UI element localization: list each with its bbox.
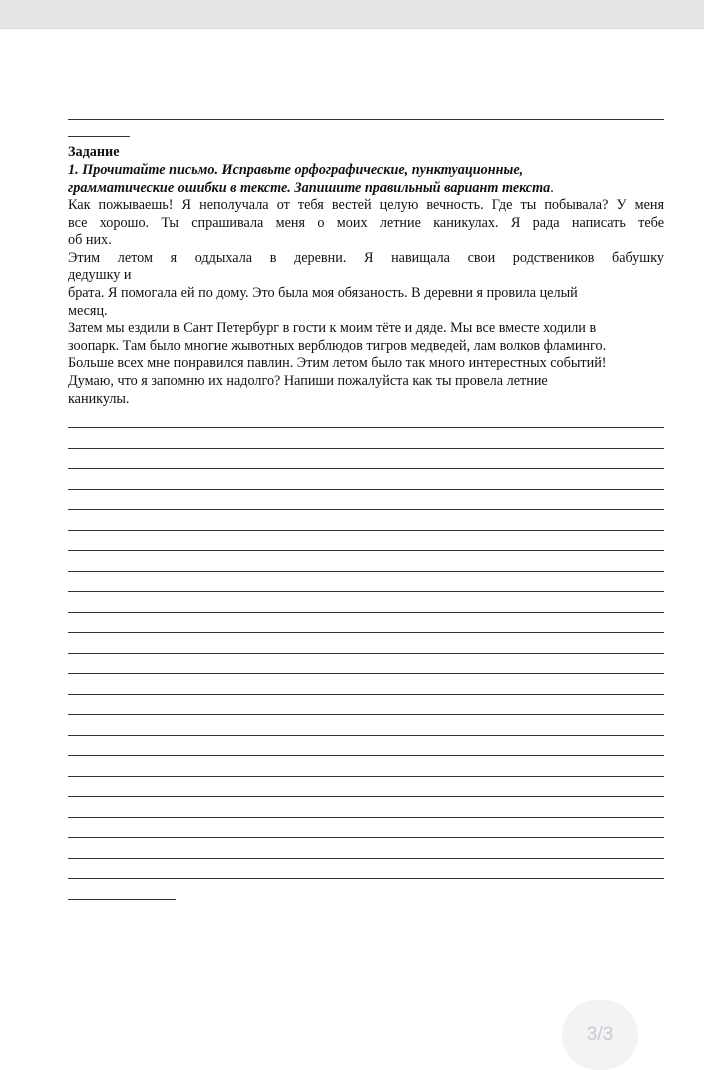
top-rule-short [68, 136, 130, 137]
task-heading: Задание [68, 144, 120, 160]
task-line [68, 180, 664, 198]
answer-line [68, 755, 664, 756]
letter-line: Как пожываешь! Я неполучала от тебя вестей целую вечность. Где ты побывала? У меня [68, 197, 664, 213]
answer-line [68, 653, 664, 654]
letter-line: об них. [68, 232, 112, 249]
answer-line [68, 448, 664, 449]
task-line-text: грамматические ошибки в тексте. Запишите правильный вариант текста [68, 180, 551, 196]
answer-line [68, 530, 664, 531]
answer-line-short [68, 899, 176, 900]
answer-line [68, 776, 664, 777]
letter-line: Думаю, что я запомню их надолго? Напиши пожалуйста как ты провела летние [68, 373, 548, 389]
answer-line [68, 878, 664, 879]
letter-line: Больше всех мне понравился павлин. Этим летом было так много интерестных событий! [68, 355, 607, 372]
letter-line: каникулы. [68, 390, 130, 407]
letter-line: месяц. [68, 302, 108, 319]
answer-line [68, 714, 664, 715]
task-period: . [550, 180, 554, 196]
viewer-top-bar [0, 0, 704, 29]
task-line: 1. Прочитайте письмо. Исправьте орфографические, пунктуационные, [68, 162, 524, 178]
answer-line [68, 489, 664, 490]
answer-line [68, 673, 664, 674]
answer-line [68, 509, 664, 510]
answer-line [68, 694, 664, 695]
page-indicator-label: 3/3 [586, 1024, 614, 1045]
letter-line: дедушку и [68, 267, 132, 284]
answer-line [68, 427, 664, 428]
page-indicator [562, 1000, 638, 1070]
answer-line [68, 735, 664, 736]
answer-line [68, 468, 664, 469]
answer-line [68, 796, 664, 797]
top-rule [68, 119, 664, 120]
answer-line [68, 817, 664, 818]
answer-line [68, 550, 664, 551]
answer-line [68, 591, 664, 592]
letter-line: все хорошо. Ты спрашивала меня о моих летние каникулах. Я рада написать тебе [68, 214, 664, 231]
answer-line [68, 837, 664, 838]
letter-line: брата. Я помогала ей по дому. Это была моя обязаность. В деревни я провила целый [68, 285, 578, 301]
letter-line: Затем мы ездили в Сант Петербург в гости к моим тёте и дяде. Мы все вместе ходили в [68, 320, 597, 337]
letter-line: зоопарк. Там было многие жывотных верблюдов тигров медведей, лам волков фламинго. [68, 337, 607, 354]
letter-line: Этим летом я оддыхала в деревни. Я навищала свои родствеников бабушку [68, 249, 664, 266]
answer-line [68, 632, 664, 633]
answer-line [68, 612, 664, 613]
answer-line [68, 858, 664, 859]
answer-line [68, 571, 664, 572]
